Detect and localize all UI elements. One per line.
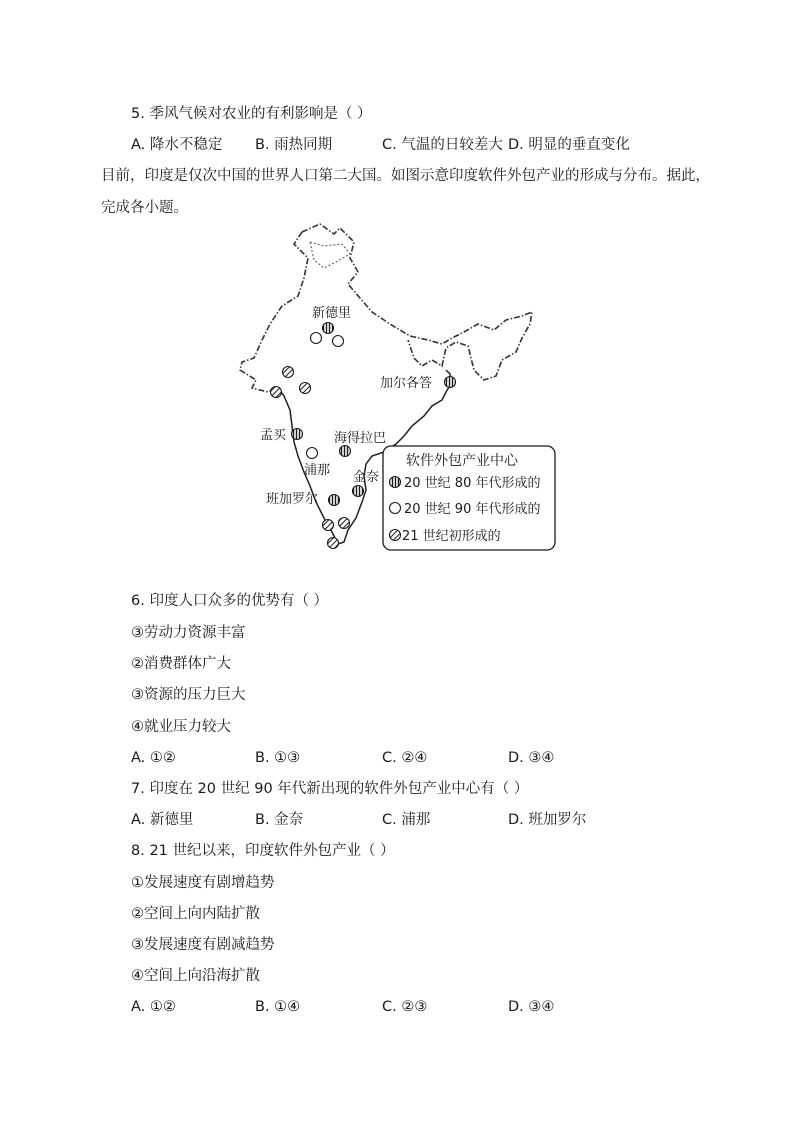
legend-title: 软件外包产业中心	[406, 453, 518, 469]
q7-option-c: C. 浦那	[382, 812, 431, 828]
label-chennai: 金奈	[353, 470, 380, 485]
q8-option-c: C. ②③	[382, 999, 428, 1015]
legend-21c-symbol	[390, 530, 401, 541]
q8-statement-4: ④空间上向沿海扩散	[131, 968, 260, 984]
label-bangalore: 班加罗尔	[266, 492, 319, 507]
legend-80s-label: 20 世纪 80 年代形成的	[404, 476, 541, 491]
south-marker-21c-a	[323, 520, 334, 531]
label-kolkata: 加尔各答	[380, 376, 433, 391]
q6-option-a: A. ①②	[131, 750, 176, 766]
west-marker-21c-b	[271, 387, 282, 398]
map-legend	[383, 446, 555, 550]
q7-option-a: A. 新德里	[131, 812, 194, 828]
legend-90s-label: 20 世纪 90 年代形成的	[404, 502, 541, 517]
q5-option-c: C. 气温的日较差大	[382, 137, 503, 153]
q5-stem: 5. 季风气候对农业的有利影响是（ ）	[131, 106, 372, 122]
india-border	[302, 224, 532, 380]
q8-statement-2: ②空间上向内陆扩散	[131, 906, 260, 922]
west-marker-21c-a	[283, 367, 294, 378]
south-marker-21c-b	[339, 518, 350, 529]
q6-statement-1: ③劳动力资源丰富	[131, 625, 246, 641]
west-marker-21c-c	[300, 383, 311, 394]
pune-marker-90s	[307, 448, 318, 459]
label-new-delhi: 新德里	[312, 306, 352, 321]
q8-option-b: B. ①④	[255, 999, 301, 1015]
q6-statement-4: ④就业压力较大	[131, 719, 231, 735]
q8-statement-1: ①发展速度有剧增趋势	[131, 875, 275, 891]
new-delhi-marker-90s-b	[333, 336, 344, 347]
south-marker-21c-c	[328, 538, 339, 549]
mumbai-marker-80s	[292, 429, 303, 440]
india-software-outsourcing-map	[232, 220, 562, 555]
q6-option-c: C. ②④	[382, 750, 428, 766]
q5-option-b: B. 雨热同期	[255, 137, 333, 153]
legend-80s-symbol	[390, 477, 401, 488]
intro-line-2: 完成各小题。	[101, 200, 188, 216]
new-delhi-marker-80s	[323, 323, 334, 334]
q5-option-d: D. 明显的垂直变化	[508, 137, 630, 153]
bangalore-marker-80s	[329, 495, 340, 506]
intro-line-1: 目前，印度是仅次中国的世界人口第二大国。如图示意印度软件外包产业的形成与分布。据此，	[101, 168, 710, 184]
india-west-border	[240, 232, 308, 392]
legend-90s-symbol	[390, 503, 401, 514]
kolkata-marker-80s	[445, 377, 456, 388]
q7-option-b: B. 金奈	[255, 812, 304, 828]
label-hyderabad: 海得拉巴	[334, 431, 387, 446]
chennai-marker-80s	[353, 486, 364, 497]
q6-option-b: B. ①③	[255, 750, 301, 766]
q8-statement-3: ③发展速度有剧减趋势	[131, 937, 275, 953]
q5-option-a: A. 降水不稳定	[131, 137, 223, 153]
q6-option-d: D. ③④	[508, 750, 555, 766]
q6-statement-3: ③资源的压力巨大	[131, 687, 246, 703]
q6-stem: 6. 印度人口众多的优势有（ ）	[131, 593, 329, 609]
label-pune: 浦那	[304, 463, 331, 478]
q7-option-d: D. 班加罗尔	[508, 812, 587, 828]
kashmir-line	[310, 242, 350, 268]
q7-stem: 7. 印度在 20 世纪 90 年代新出现的软件外包产业中心有（ ）	[131, 781, 529, 797]
legend-21c-label: 21 世纪初形成的	[402, 529, 501, 544]
q6-statement-2: ②消费群体广大	[131, 656, 231, 672]
label-mumbai: 孟买	[260, 428, 287, 443]
hyderabad-marker-80s	[340, 446, 351, 457]
q8-option-d: D. ③④	[508, 999, 555, 1015]
q8-stem: 8. 21 世纪以来，印度软件外包产业（ ）	[131, 843, 395, 859]
q8-option-a: A. ①②	[131, 999, 176, 1015]
new-delhi-marker-90s-a	[311, 333, 322, 344]
